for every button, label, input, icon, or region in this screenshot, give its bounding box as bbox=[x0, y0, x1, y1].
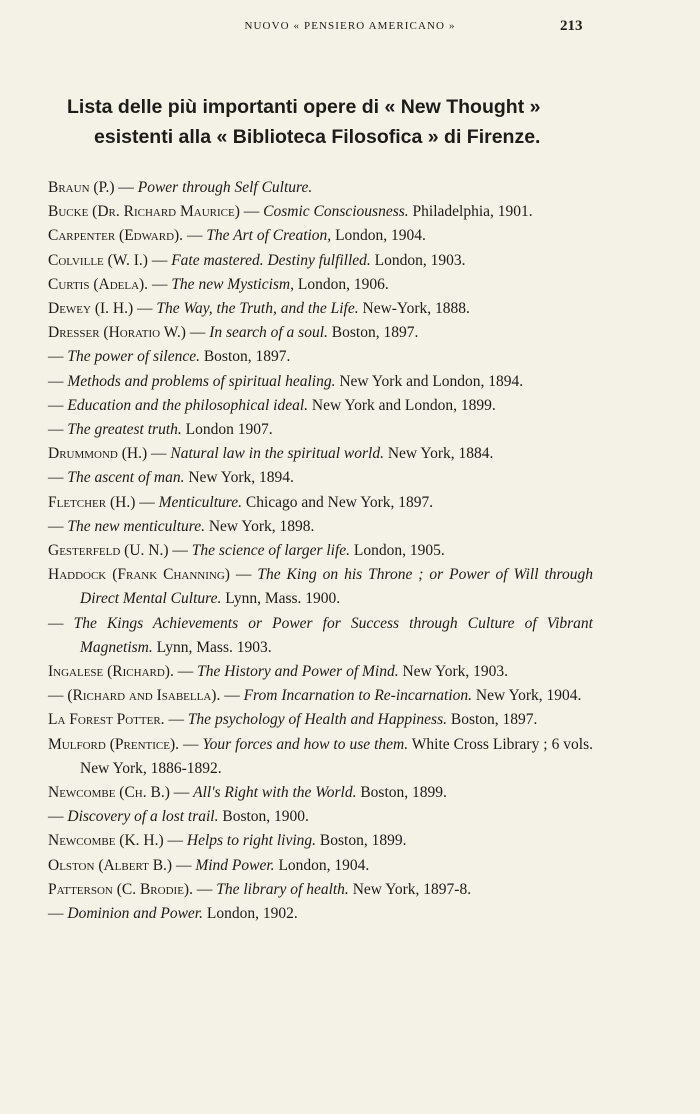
bibliography-entry bbox=[48, 200, 593, 224]
entry-publication: Boston, 1899. bbox=[356, 784, 447, 802]
entry-publication: New York, 1897-8. bbox=[348, 880, 472, 898]
entry-publication: New York, 1903. bbox=[398, 663, 508, 681]
entry-separator: — bbox=[135, 493, 159, 511]
entry-separator: — bbox=[220, 687, 244, 705]
bibliography-entry bbox=[48, 829, 593, 853]
entry-author: — (Richard and Isabella). bbox=[48, 687, 221, 705]
entry-title: The science of larger life. bbox=[191, 542, 351, 560]
entry-publication: London, 1904. bbox=[274, 856, 370, 874]
bibliography-entry bbox=[48, 345, 593, 369]
entry-separator: — bbox=[114, 179, 138, 196]
entry-separator: — bbox=[229, 566, 258, 584]
entry-publication: White Cross Library ; 6 vols. New York, 1886-1892. bbox=[80, 735, 594, 777]
bibliography-entry bbox=[48, 660, 593, 684]
entry-publication: New-York, 1888. bbox=[358, 300, 470, 318]
bibliography-entry bbox=[48, 515, 593, 539]
entry-publication: New York and London, 1894. bbox=[335, 372, 524, 390]
entry-title: The new menticulture. bbox=[67, 517, 205, 535]
entry-title: The Art of Creation, bbox=[206, 227, 332, 245]
entry-publication: Boston, 1897. bbox=[446, 711, 538, 729]
entry-title: Menticulture. bbox=[158, 493, 242, 511]
bibliography-entry bbox=[48, 878, 593, 902]
entry-separator: — bbox=[147, 251, 172, 269]
entry-separator: — bbox=[164, 711, 188, 729]
bibliography-entry bbox=[48, 563, 593, 611]
entry-separator: — bbox=[147, 445, 171, 463]
entry-author: Mulford (Prentice). bbox=[48, 735, 180, 753]
bibliography-entry bbox=[48, 370, 593, 394]
entry-author: Newcombe (K. H.) bbox=[48, 832, 164, 850]
entry-author: Colville (W. I.) bbox=[48, 251, 148, 269]
entry-title: From Incarnation to Re-incarnation. bbox=[243, 687, 473, 705]
entry-publication: London, 1904. bbox=[331, 227, 426, 245]
bibliography-entry bbox=[48, 539, 593, 563]
bibliography-entry bbox=[48, 684, 593, 708]
entry-publication: Boston, 1900. bbox=[218, 808, 309, 826]
entry-title: The greatest truth. bbox=[67, 421, 182, 439]
entry-separator: — bbox=[163, 832, 187, 850]
bibliography-entry bbox=[48, 466, 593, 490]
entry-title: Methods and problems of spiritual healing. bbox=[67, 372, 336, 390]
entry-separator: — bbox=[172, 856, 196, 874]
entry-separator: — bbox=[48, 469, 68, 487]
entry-publication: Boston, 1897. bbox=[199, 348, 291, 366]
bibliography-entry bbox=[48, 321, 593, 345]
bibliography-entry bbox=[48, 854, 593, 878]
entry-separator: — bbox=[48, 421, 68, 439]
entry-separator: — bbox=[179, 735, 203, 753]
entry-title: The ascent of man. bbox=[67, 469, 185, 487]
entry-publication: Boston, 1897. bbox=[327, 324, 419, 342]
entry-separator: — bbox=[133, 300, 157, 318]
entry-author: Ingalese (Richard). bbox=[48, 663, 174, 681]
entry-publication: Lynn, Mass. 1903. bbox=[152, 638, 272, 656]
entry-title: Fate mastered. Destiny fulfilled. bbox=[171, 251, 371, 269]
entry-title: Power through Self Culture. bbox=[137, 179, 313, 196]
entry-author: Braun (P.) bbox=[48, 179, 115, 196]
entry-publication: Lynn, Mass. 1900. bbox=[221, 590, 341, 608]
entry-author: Gesterfeld (U. N.) bbox=[48, 542, 169, 560]
entry-publication: New York, 1898. bbox=[204, 517, 315, 535]
entry-title: Dominion and Power. bbox=[67, 905, 203, 923]
entry-author: La Forest Potter. bbox=[48, 711, 165, 729]
entry-publication: London, 1906. bbox=[294, 275, 389, 293]
page-number: 213 bbox=[560, 18, 583, 34]
bibliography-list bbox=[48, 176, 593, 926]
section-title bbox=[0, 92, 700, 152]
entry-author: Drummond (H.) bbox=[48, 445, 148, 463]
bibliography-entry bbox=[48, 442, 593, 466]
entry-author: Carpenter (Edward). bbox=[48, 227, 184, 245]
entry-title: Discovery of a lost trail. bbox=[67, 808, 219, 826]
entry-separator: — bbox=[48, 905, 68, 923]
entry-title: All's Right with the World. bbox=[193, 784, 357, 802]
entry-publication: London, 1903. bbox=[370, 251, 466, 269]
entry-author: Dresser (Horatio W.) bbox=[48, 324, 186, 342]
entry-author: Bucke (Dr. Richard Maurice) bbox=[48, 203, 240, 221]
bibliography-entry bbox=[48, 805, 593, 829]
bibliography-entry bbox=[48, 273, 593, 297]
entry-title: The new Mysticism, bbox=[171, 275, 295, 293]
entry-separator: — bbox=[48, 517, 68, 535]
entry-publication: New York, 1884. bbox=[383, 445, 494, 463]
entry-title: Cosmic Consciousness. bbox=[263, 203, 409, 221]
entry-publication: London, 1905. bbox=[350, 542, 445, 560]
entry-separator: — bbox=[48, 396, 68, 414]
entry-title: Your forces and how to use them. bbox=[202, 735, 409, 753]
entry-title: Natural law in the spiritual world. bbox=[170, 445, 384, 463]
entry-author: Curtis (Adela). bbox=[48, 275, 149, 293]
bibliography-entry bbox=[48, 612, 593, 660]
bibliography-entry bbox=[48, 902, 593, 926]
entry-separator: — bbox=[168, 542, 192, 560]
bibliography-entry bbox=[48, 176, 593, 200]
entry-separator: — bbox=[48, 372, 68, 390]
entry-separator: — bbox=[173, 663, 198, 681]
section-title-line-2: esistenti alla « Biblioteca Filosofica » di Firenze. bbox=[94, 126, 541, 148]
running-title: NUOVO « PENSIERO AMERICANO » bbox=[244, 20, 456, 32]
entry-publication: New York and London, 1899. bbox=[308, 396, 496, 414]
bibliography-entry bbox=[48, 224, 593, 248]
entry-title: Mind Power. bbox=[195, 856, 275, 874]
bibliography-entry bbox=[48, 781, 593, 805]
entry-title: The library of health. bbox=[216, 880, 349, 898]
entry-publication: New York, 1894. bbox=[184, 469, 294, 487]
section-title-line-1: Lista delle più importanti opere di « New Thought » bbox=[67, 96, 541, 118]
entry-separator: — bbox=[48, 348, 68, 366]
bibliography-entry bbox=[48, 297, 593, 321]
bibliography-entry bbox=[48, 708, 593, 732]
bibliography-entry bbox=[48, 491, 593, 515]
entry-separator: — bbox=[183, 227, 207, 245]
entry-title: Helps to right living. bbox=[186, 832, 317, 850]
entry-author: Olston (Albert B.) bbox=[48, 856, 173, 874]
bibliography-entry bbox=[48, 733, 593, 781]
entry-title: The Kings Achievements or Power for Success through Culture of Vibrant Magnetism. bbox=[73, 614, 593, 656]
entry-title: The King on his Throne ; or Power of Will through Direct Mental Culture. bbox=[80, 566, 593, 608]
entry-author: Haddock (Frank Channing) bbox=[48, 566, 230, 584]
entry-publication: New York, 1904. bbox=[472, 687, 582, 705]
entry-title: In search of a soul. bbox=[209, 324, 328, 342]
entry-author: Newcombe (Ch. B.) bbox=[48, 784, 170, 802]
entry-title: The psychology of Health and Happiness. bbox=[187, 711, 447, 729]
entry-separator: — bbox=[148, 275, 172, 293]
entry-publication: London 1907. bbox=[181, 421, 273, 439]
entry-publication: London, 1902. bbox=[203, 905, 298, 923]
entry-separator: — bbox=[192, 880, 217, 898]
entry-separator: — bbox=[48, 614, 74, 632]
entry-title: Education and the philosophical ideal. bbox=[67, 396, 309, 414]
entry-title: The Way, the Truth, and the Life. bbox=[156, 300, 359, 318]
entry-author: Fletcher (H.) bbox=[48, 493, 136, 511]
entry-publication: Philadelphia, 1901. bbox=[408, 203, 533, 221]
entry-author: Dewey (I. H.) bbox=[48, 300, 134, 318]
entry-author: Patterson (C. Brodie). bbox=[48, 880, 193, 898]
bibliography-entry bbox=[48, 394, 593, 418]
entry-title: The History and Power of Mind. bbox=[197, 663, 399, 681]
entry-separator: — bbox=[48, 808, 68, 826]
entry-separator: — bbox=[169, 784, 194, 802]
entry-separator: — bbox=[185, 324, 210, 342]
entry-title: The power of silence. bbox=[67, 348, 200, 366]
bibliography-entry bbox=[48, 249, 593, 273]
entry-publication: Boston, 1899. bbox=[316, 832, 407, 850]
bibliography-entry bbox=[48, 418, 593, 442]
entry-separator: — bbox=[239, 203, 264, 221]
entry-publication: Chicago and New York, 1897. bbox=[242, 493, 434, 511]
